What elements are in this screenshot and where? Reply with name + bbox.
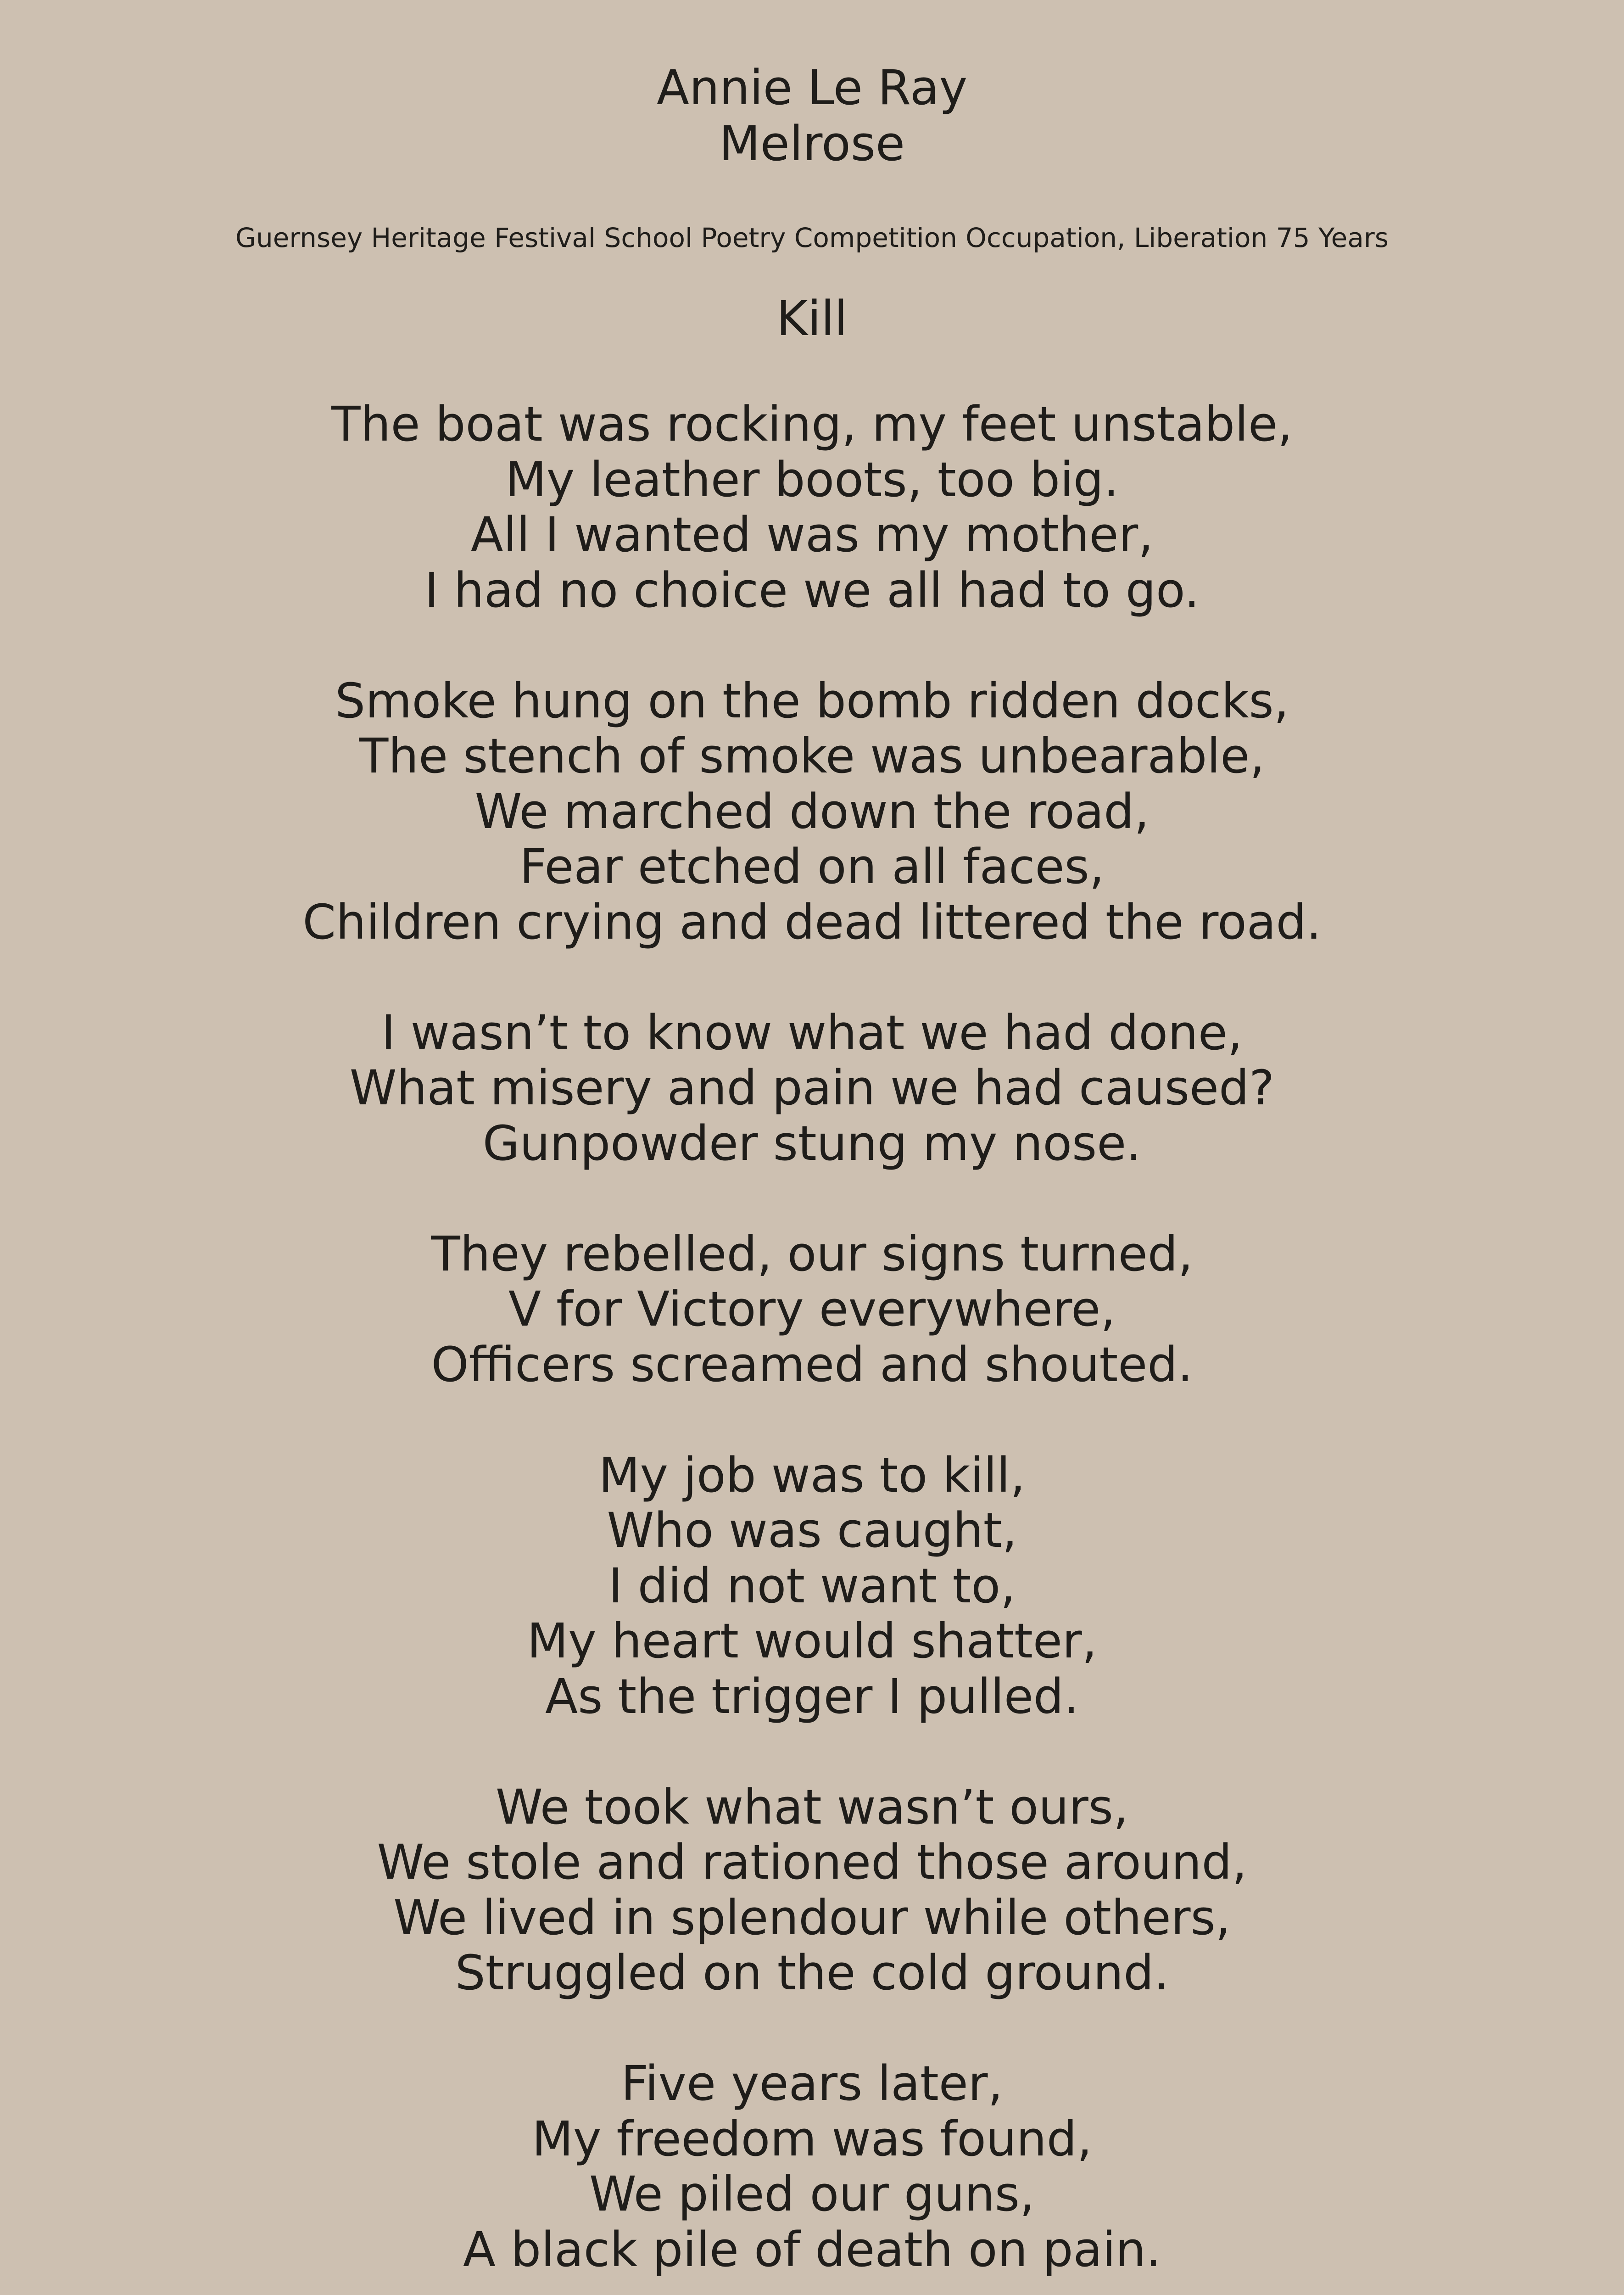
poem-line: What misery and pain we had caused? [349, 1060, 1275, 1116]
poem-line: They rebelled, our signs turned, [431, 1226, 1193, 1282]
author-block [0, 60, 1624, 172]
author-name: Annie Le Ray [656, 60, 968, 116]
poem-line: I wasn’t to know what we had done, [381, 1004, 1243, 1061]
poem-line: Gunpowder stung my nose. [482, 1115, 1142, 1171]
poem-stanza [0, 2056, 1624, 2277]
poem-line: Smoke hung on the bomb ridden docks, [335, 672, 1289, 729]
poem-line: My freedom was found, [532, 2110, 1092, 2167]
poem-line: The boat was rocking, my feet unstable, [331, 396, 1293, 452]
poem-line: We stole and rationed those around, [377, 1834, 1247, 1890]
poem-line: Children crying and dead littered the road. [302, 894, 1322, 950]
poem-line: As the trigger I pulled. [545, 1668, 1079, 1724]
poem-stanza [0, 1005, 1624, 1171]
poem-stanza [0, 673, 1624, 950]
poem-line: I had no choice we all had to go. [424, 562, 1200, 618]
poem-line: We marched down the road, [474, 783, 1150, 840]
poem-line: My job was to kill, [598, 1447, 1026, 1503]
poem-stanza [0, 1226, 1624, 1393]
poem-body [0, 397, 1624, 2295]
poem-title: Kill [776, 291, 848, 347]
poem-line: V for Victory everywhere, [508, 1281, 1116, 1337]
poem-line: Officers screamed and shouted. [431, 1336, 1193, 1393]
poem-line: Struggled on the cold ground. [455, 1945, 1169, 2001]
poem-line: Fear etched on all faces, [519, 839, 1105, 895]
poem-stanza [0, 1448, 1624, 1724]
poem-line: A black pile of death on pain. [463, 2221, 1161, 2278]
poem-line: Five years later, [621, 2055, 1003, 2111]
poem-line: We took what wasn’t ours, [496, 1779, 1128, 1835]
poem-line: We lived in splendour while others, [393, 1889, 1231, 1946]
poem-line: All I wanted was my mother, [470, 507, 1154, 563]
poem-line: I did not want to, [608, 1557, 1016, 1614]
poem-line: The stench of smoke was unbearable, [359, 728, 1265, 784]
poem-line: We piled our guns, [589, 2166, 1035, 2222]
author-school: Melrose [719, 116, 905, 172]
poem-line: My leather boots, too big. [505, 451, 1119, 508]
competition-title: Guernsey Heritage Festival School Poetry Competition Occupation, Liberation 75 Years [235, 222, 1389, 253]
poem-stanza [0, 397, 1624, 618]
poem-line: Who was caught, [607, 1502, 1017, 1558]
poem-line: My heart would shatter, [527, 1613, 1097, 1669]
poem-stanza [0, 1780, 1624, 2001]
